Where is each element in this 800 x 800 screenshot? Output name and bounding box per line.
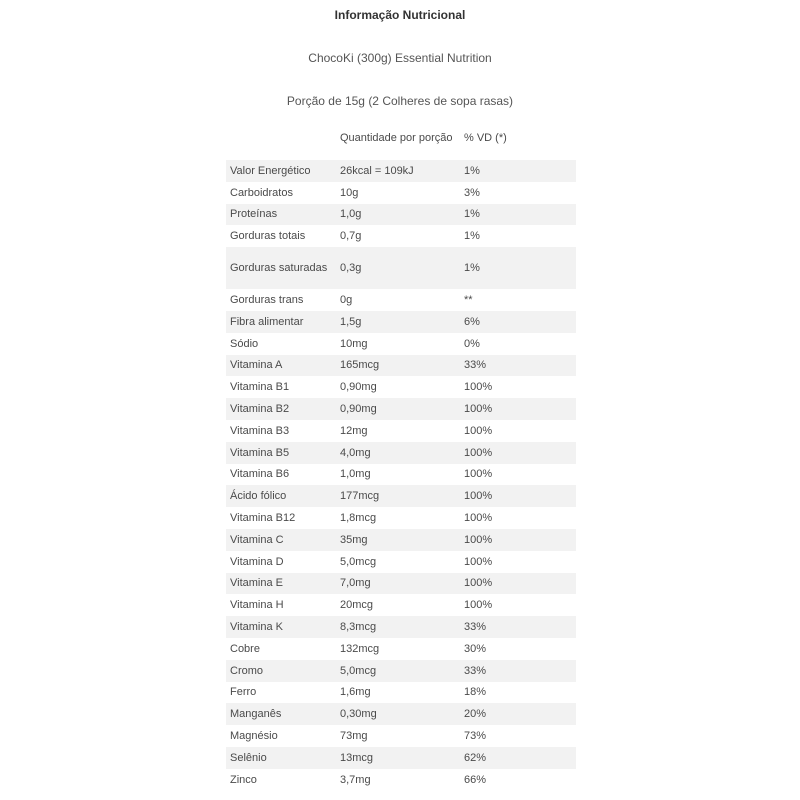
nutrient-cell: Vitamina D xyxy=(226,551,336,573)
table-row xyxy=(226,420,576,442)
product-name: ChocoKi (300g) Essential Nutrition xyxy=(308,51,492,65)
nutrient-cell: Valor Energético xyxy=(226,160,336,182)
table-row xyxy=(226,442,576,464)
nutrient-cell: Vitamina K xyxy=(226,616,336,638)
nutrient-cell: Gorduras trans xyxy=(226,289,336,311)
amount-cell: 4,0mg xyxy=(336,442,460,464)
table-row xyxy=(226,225,576,247)
table-row xyxy=(226,333,576,355)
header-daily-value: % VD (*) xyxy=(464,131,507,144)
nutrient-cell: Cobre xyxy=(226,638,336,660)
amount-cell: 165mcg xyxy=(336,355,460,377)
portion-size: Porção de 15g (2 Colheres de sopa rasas) xyxy=(286,94,514,108)
nutrient-cell: Manganês xyxy=(226,703,336,725)
amount-cell: 1,8mcg xyxy=(336,507,460,529)
nutrient-cell: Vitamina A xyxy=(226,355,336,377)
nutrient-cell: Vitamina B5 xyxy=(226,442,336,464)
table-row xyxy=(226,204,576,226)
amount-cell: 1,0g xyxy=(336,204,460,226)
table-row xyxy=(226,594,576,616)
daily-value-cell: 66% xyxy=(460,769,576,791)
table-row xyxy=(226,573,576,595)
header-row xyxy=(226,116,576,160)
daily-value-cell: 100% xyxy=(460,420,576,442)
amount-cell: 5,0mcg xyxy=(336,551,460,573)
daily-value-cell: 1% xyxy=(460,204,576,226)
amount-cell: 0,30mg xyxy=(336,703,460,725)
nutrient-cell: Cromo xyxy=(226,660,336,682)
table-row xyxy=(226,703,576,725)
amount-cell: 0,90mg xyxy=(336,398,460,420)
daily-value-cell: 33% xyxy=(460,660,576,682)
amount-cell: 10g xyxy=(336,182,460,204)
table-row xyxy=(226,247,576,289)
amount-cell: 5,0mcg xyxy=(336,660,460,682)
nutrient-cell: Vitamina B1 xyxy=(226,376,336,398)
nutrient-cell: Vitamina B2 xyxy=(226,398,336,420)
table-body xyxy=(226,160,576,791)
amount-cell: 1,5g xyxy=(336,311,460,333)
amount-cell: 7,0mg xyxy=(336,573,460,595)
table-header xyxy=(226,116,576,160)
table-row xyxy=(226,485,576,507)
daily-value-cell: 62% xyxy=(460,747,576,769)
table-row xyxy=(226,616,576,638)
daily-value-cell: 73% xyxy=(460,725,576,747)
table-row xyxy=(226,529,576,551)
nutrient-cell: Vitamina E xyxy=(226,573,336,595)
table-row xyxy=(226,725,576,747)
nutrient-cell: Vitamina B6 xyxy=(226,464,336,486)
table-row xyxy=(226,638,576,660)
daily-value-cell: 1% xyxy=(460,225,576,247)
table-row xyxy=(226,660,576,682)
amount-cell: 132mcg xyxy=(336,638,460,660)
nutrient-cell: Vitamina B12 xyxy=(226,507,336,529)
amount-cell: 1,0mg xyxy=(336,464,460,486)
table-row xyxy=(226,551,576,573)
daily-value-cell: 20% xyxy=(460,703,576,725)
table-row xyxy=(226,311,576,333)
nutrient-cell: Ferro xyxy=(226,682,336,704)
table-row xyxy=(226,289,576,311)
nutrient-cell: Vitamina B3 xyxy=(226,420,336,442)
daily-value-cell: 1% xyxy=(460,247,576,289)
table-row xyxy=(226,769,576,791)
daily-value-cell: 100% xyxy=(460,529,576,551)
daily-value-cell: 100% xyxy=(460,485,576,507)
amount-cell: 0,90mg xyxy=(336,376,460,398)
nutrient-cell: Gorduras saturadas xyxy=(226,247,336,289)
amount-cell: 73mg xyxy=(336,725,460,747)
daily-value-cell: 33% xyxy=(460,355,576,377)
daily-value-cell: 100% xyxy=(460,551,576,573)
nutrient-cell: Proteínas xyxy=(226,204,336,226)
nutrient-cell: Gorduras totais xyxy=(226,225,336,247)
nutrient-cell: Selênio xyxy=(226,747,336,769)
amount-cell: 20mcg xyxy=(336,594,460,616)
nutrient-cell: Ácido fólico xyxy=(226,485,336,507)
daily-value-cell: 100% xyxy=(460,464,576,486)
nutrient-cell: Magnésio xyxy=(226,725,336,747)
daily-value-cell: 1% xyxy=(460,160,576,182)
table-row xyxy=(226,160,576,182)
header-nutrient xyxy=(226,116,336,160)
amount-cell: 1,6mg xyxy=(336,682,460,704)
amount-cell: 35mg xyxy=(336,529,460,551)
amount-cell: 12mg xyxy=(336,420,460,442)
header-amount-per-portion: Quantidade por porção xyxy=(340,131,453,144)
amount-cell: 26kcal = 109kJ xyxy=(336,160,460,182)
daily-value-cell: 100% xyxy=(460,398,576,420)
nutrition-table xyxy=(226,116,576,791)
page-title: Informação Nutricional xyxy=(334,8,466,22)
nutrient-cell: Fibra alimentar xyxy=(226,311,336,333)
table-row xyxy=(226,355,576,377)
daily-value-cell: 100% xyxy=(460,507,576,529)
nutrient-cell: Zinco xyxy=(226,769,336,791)
daily-value-cell: 33% xyxy=(460,616,576,638)
table-row xyxy=(226,398,576,420)
table-row xyxy=(226,507,576,529)
daily-value-cell: 100% xyxy=(460,442,576,464)
daily-value-cell: 3% xyxy=(460,182,576,204)
table-row xyxy=(226,682,576,704)
daily-value-cell: ** xyxy=(460,289,576,311)
table-row xyxy=(226,747,576,769)
amount-cell: 177mcg xyxy=(336,485,460,507)
nutrient-cell: Vitamina H xyxy=(226,594,336,616)
amount-cell: 0,3g xyxy=(336,247,460,289)
daily-value-cell: 100% xyxy=(460,376,576,398)
daily-value-cell: 100% xyxy=(460,573,576,595)
table-row xyxy=(226,464,576,486)
nutrient-cell: Sódio xyxy=(226,333,336,355)
nutrient-cell: Carboidratos xyxy=(226,182,336,204)
amount-cell: 3,7mg xyxy=(336,769,460,791)
amount-cell: 10mg xyxy=(336,333,460,355)
amount-cell: 13mcg xyxy=(336,747,460,769)
daily-value-cell: 6% xyxy=(460,311,576,333)
table-row xyxy=(226,182,576,204)
nutrient-cell: Vitamina C xyxy=(226,529,336,551)
amount-cell: 8,3mcg xyxy=(336,616,460,638)
daily-value-cell: 30% xyxy=(460,638,576,660)
daily-value-cell: 18% xyxy=(460,682,576,704)
daily-value-cell: 0% xyxy=(460,333,576,355)
table-row xyxy=(226,376,576,398)
amount-cell: 0,7g xyxy=(336,225,460,247)
daily-value-cell: 100% xyxy=(460,594,576,616)
amount-cell: 0g xyxy=(336,289,460,311)
